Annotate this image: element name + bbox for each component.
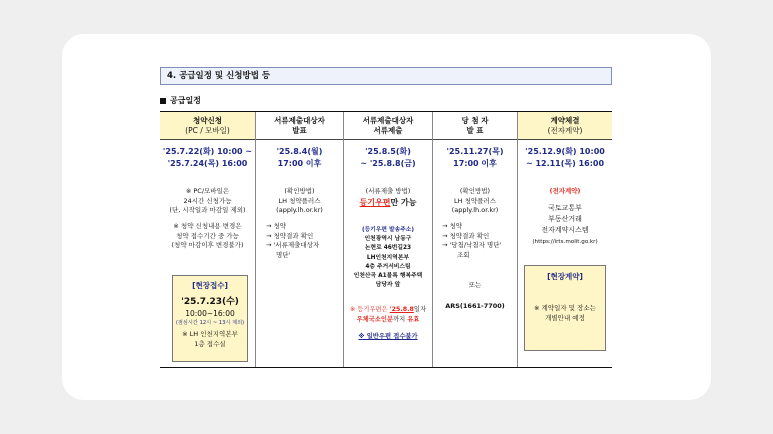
column-contract [517,112,612,367]
date-start: '25.12.9(화) 10:00 [525,147,605,156]
until-text: 까지 [393,315,408,323]
onsite-place: 1층 접수실 [194,340,226,348]
note: 또는 [468,281,482,289]
onsite-time: 10:00~16:00 [185,309,235,318]
date-start: '25.11.27(목) [446,147,504,156]
address-line: 4층 주거서비스팀 [365,263,411,270]
header-line-1: 계약체결 [550,115,580,125]
address-line: 담당자 앞 [375,282,401,289]
note: → 청약결과 확인 [442,231,490,240]
header-line-1: 서류제출대상자 [362,115,414,125]
onsite-contract-title: [현장계약] [547,272,583,281]
note: → 청약 [442,222,463,230]
note: 청약 접수기간 중 가능 [176,231,239,240]
mail-note: ※ 등기우편은 [349,306,390,313]
note: (확인방법) [459,187,491,195]
schedule-table [160,111,612,368]
column-doc-target-announce [255,112,343,367]
date-end: ~ '25.8.8(금) [360,158,416,168]
registered-mail-text: 등기우편 [359,197,391,207]
note: (전자계약) [549,187,581,195]
section-title-bar [160,67,612,85]
header-line-2: 서류제출 [373,125,403,135]
note: 국토교통부 [548,204,582,212]
square-bullet-icon [160,98,166,104]
column-winner-announce [432,112,517,367]
note: ※ PC/모바일은 [185,187,230,195]
sub-title [160,95,201,107]
note: 전자계약시스템 [541,226,589,234]
note: (단, 시작일과 마감일 제외) [169,206,246,214]
date-end: 17:00 이후 [277,158,322,168]
note: (apply.lh.or.kr) [451,206,499,214]
header-line-2: 발 표 [466,125,484,135]
postmark-text: 우체국소인분 [356,315,394,323]
onsite-date: '25.7.23(수) [181,297,239,307]
onsite-place: ※ LH 인천지역본부 [182,330,238,338]
column-header [433,112,517,140]
date-end: '25.7.24(목) 16:00 [167,158,248,168]
column-header [160,112,255,140]
date-start: '25.7.22(화) 10:00 ~ [162,147,253,156]
note: ※ 일반우편 접수불가 [358,333,418,340]
column-header [256,112,343,140]
address-line: 인천광역시 남동구 [364,236,412,243]
column-body [433,140,517,367]
address-line: 논현로 46번길23 [364,245,412,252]
onsite-contract-box [524,265,606,351]
note: 조회 [457,250,470,259]
mail-date: '25.8.8 [389,306,414,313]
note [344,315,432,325]
column-header [344,112,432,140]
header-line-1: 청약신청 [193,115,222,125]
column-body [256,140,343,367]
section-title: 4. 공급일정 및 신청방법 등 [167,71,271,81]
note: LH 청약플러스 [278,196,321,205]
onsite-title: [현장접수] [192,281,228,290]
note: → '당첨/낙첨자 명단' [442,241,502,249]
note: ※ 청약 신청내용 변경은 [173,222,242,230]
header-line-2: (전자계약) [547,125,583,135]
onsite-application-box [172,275,248,362]
column-application [160,112,255,367]
contract-url: (https://irts.molit.go.kr) [532,239,598,245]
address-line: 인천산곡 A1블록 행복주택 [353,273,423,280]
header-line-1: 당 첨 자 [461,115,489,125]
date-end: ~ 12.11(목) 16:00 [525,158,605,168]
header-line-1: 서류제출대상자 [274,115,325,125]
note [344,305,432,315]
header-line-2: (PC / 모바일) [185,125,230,135]
onsite-contract-note: ※ 계약일자 및 장소는 [534,304,596,312]
only-possible-text: 만 가능 [390,197,417,207]
valid-text: 유효 [407,315,420,323]
address-line: LH인천지역본부 [366,254,410,261]
note: (확인방법) [284,187,315,195]
column-header [518,112,612,140]
date-end: 17:00 이후 [453,158,497,168]
mail-note: 일자 [413,306,427,313]
note: → 청약결과 확인 [266,231,314,240]
onsite-contract-note: 개별안내 예정 [545,314,585,322]
onsite-note: (점심시간 12시 ~ 13시 제외) [175,320,245,326]
note: LH 청약플러스 [454,196,496,205]
note: (청약 마감이후 변경불가) [171,241,244,249]
note: 명단' [276,250,291,259]
note: 부동산거래 [548,215,582,223]
column-doc-submission [343,112,432,367]
note: → '서류제출대상자 [266,241,320,249]
column-body [344,140,432,367]
note: (서류제출 방법) [365,187,411,195]
date-start: '25.8.5(화) [365,147,411,156]
note: → 청약 [266,222,287,230]
note: (apply.lh.or.kr) [276,206,323,214]
header-line-2: 발표 [292,125,307,135]
date-start: '25.8.4(월) [276,147,323,156]
sub-title-text: 공급일정 [170,96,201,105]
note: 24시간 신청가능 [183,196,232,205]
ars-number: ARS(1661-7700) [445,302,505,310]
note: (등기우편 발송주소) [361,227,415,233]
note [344,197,432,208]
